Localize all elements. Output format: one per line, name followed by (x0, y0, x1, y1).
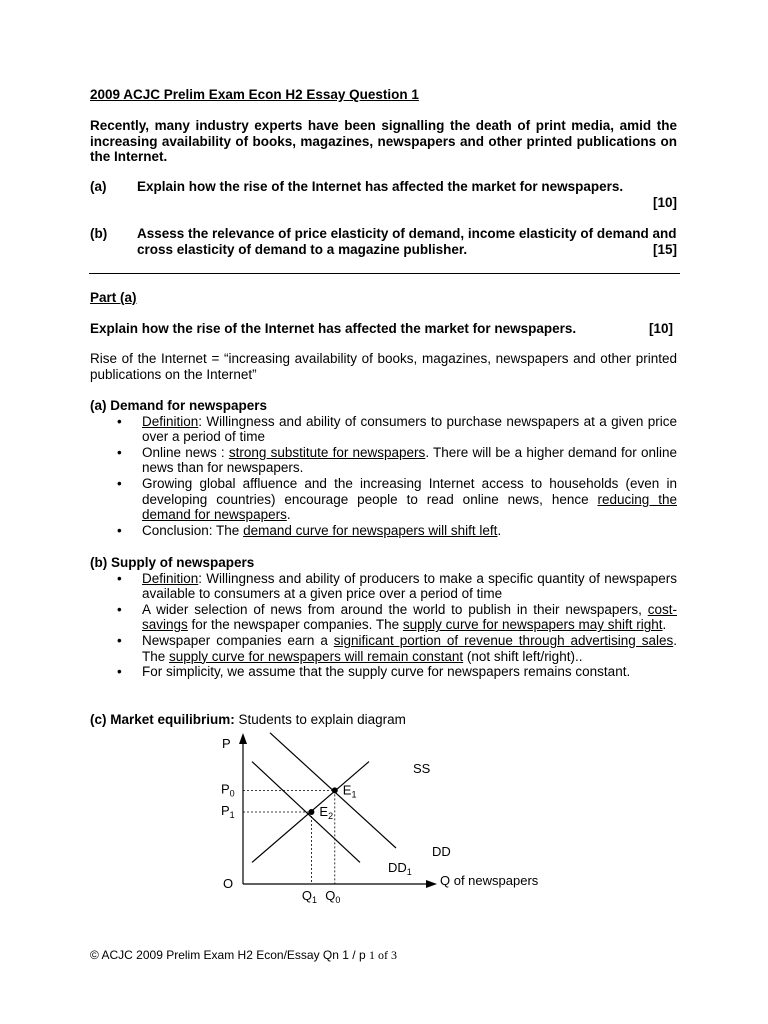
intro-paragraph: Recently, many industry experts have been signalling the death of print media, amid the increasing availability of books, magazines, newspapers and other printed publications on the Internet. (90, 118, 677, 165)
origin-label: O (223, 876, 234, 891)
list-item: • Newspaper companies earn a significant portion of revenue through advertising sales. The supply curve for newspapers will remain constant (not shift left/right).. (117, 632, 677, 664)
point-e1 (332, 787, 338, 793)
part-a-marks: [10] (648, 321, 673, 336)
labels (221, 736, 539, 905)
qty-label-1: $Q_0$ (325, 888, 341, 905)
question-b-text: Assess the relevance of price elasticity of demand, income elasticity of demand and cross elasticity of demand to a magazine publisher. (137, 226, 677, 257)
guides (243, 787, 338, 884)
curve-label-ss: SS (413, 761, 431, 776)
qty-label-0: $Q_1$ (301, 888, 317, 905)
list-item: • A wider selection of news from around the world to publish in their newspapers, cost-savings for the newspaper companies. The supply curve for newspapers may shift right. (117, 601, 677, 633)
demand-heading: (a) Demand for newspapers (90, 398, 268, 413)
label-e2: $E_2$ (319, 804, 334, 821)
list-item: • Definition: Willingness and ability of consumers to purchase newspapers at a given price over a period of time (117, 413, 677, 445)
rise-paragraph: Rise of the Internet = “increasing availability of books, magazines, newspapers and other printed publications on the Internet” (90, 351, 677, 382)
question-b-label: (b) (90, 226, 108, 241)
footer-page: 1 of 3 (368, 948, 397, 962)
curve-label-dd1: $DD_1$ (388, 860, 412, 877)
list-item: • For simplicity, we assume that the supply curve for newspapers remains constant. (117, 664, 631, 680)
part-a-question-text: Explain how the rise of the Internet has affected the market for newspapers. (90, 321, 577, 336)
price-label-0: $P_0$ (221, 781, 235, 799)
label-e1: $E_1$ (342, 782, 357, 800)
list-item: • Conclusion: The demand curve for newspapers will shift left. (117, 522, 502, 538)
equilibrium-text: Students to explain diagram (234, 712, 406, 727)
y-axis-arrow (239, 733, 247, 744)
y-axis-label: P (222, 736, 231, 751)
supply-heading: (b) Supply of newspapers (90, 555, 255, 570)
curve-label-dd: DD (432, 844, 451, 859)
list-item: • Online news : strong substitute for newspapers. There will be a higher demand for online news than for newspapers. (117, 444, 677, 476)
axes (239, 733, 437, 888)
x-axis-label: Q of newspapers (440, 873, 539, 888)
question-b-marks: [15] (652, 241, 677, 257)
list-item: • Definition: Willingness and ability of producers to make a specific quantity of newspapers available to consumers at a given price over a period of time (117, 570, 677, 602)
question-a-marks: [10] (652, 194, 677, 210)
question-a-text: Explain how the rise of the Internet has affected the market for newspapers. (137, 179, 624, 194)
curves (252, 733, 396, 863)
document-title: 2009 ACJC Prelim Exam Econ H2 Essay Question 1 (90, 87, 419, 102)
footer-text: © ACJC 2009 Prelim Exam H2 Econ/Essay Qn 1 / p (90, 948, 366, 962)
price-label-1: $P_1$ (221, 803, 235, 820)
question-a-label: (a) (90, 179, 107, 194)
part-a-heading: Part (a) (90, 290, 137, 305)
x-axis-arrow (426, 880, 437, 888)
point-e2 (308, 809, 314, 815)
equilibrium-heading: (c) Market equilibrium: (90, 712, 235, 727)
footer (90, 948, 397, 963)
list-item: • Growing global affluence and the increasing Internet access to households (even in developing countries) encourage people to read online news, hence reducing the demand for newspapers. (117, 475, 677, 523)
